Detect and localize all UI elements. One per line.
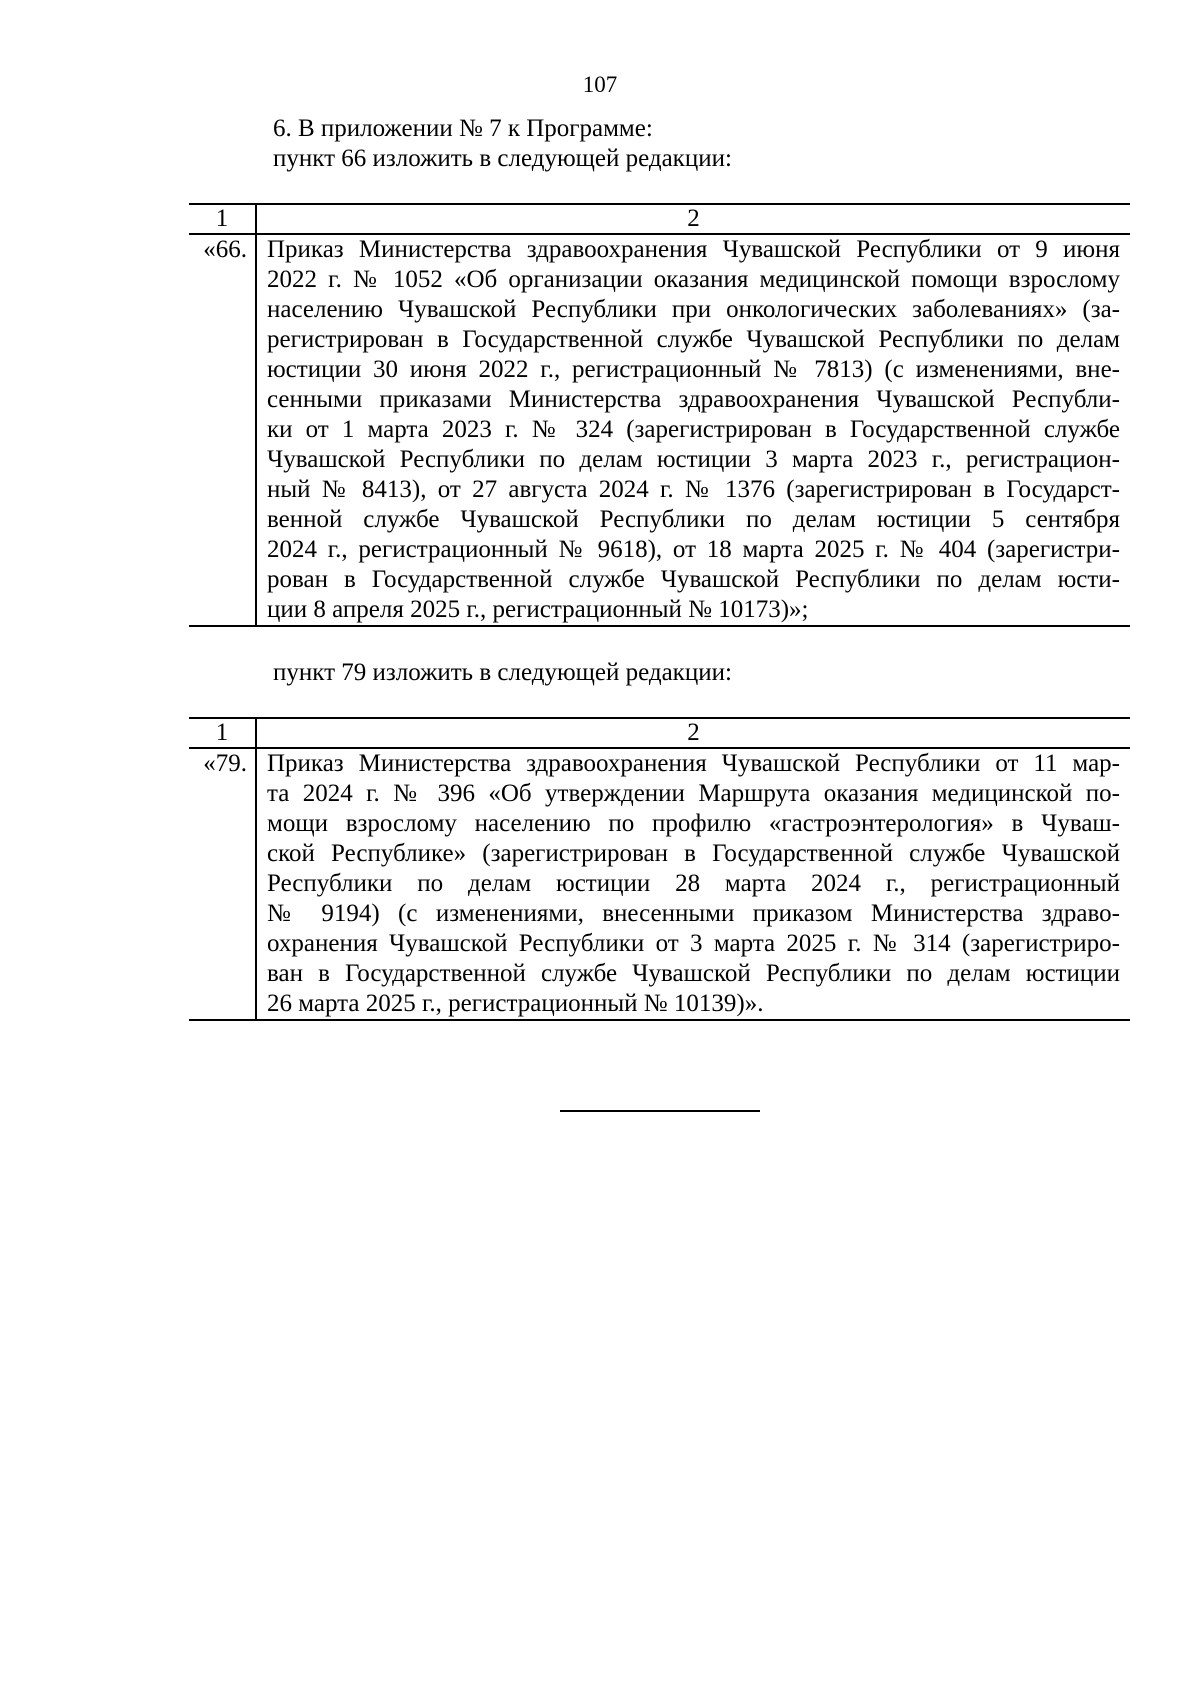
text-line: ции 8 апреля 2025 г., регистрационный № 10173)»; [267, 596, 809, 623]
text-line: мощи взрослому населению по профилю «гастроэнтерология» в Чуваш- [267, 810, 1120, 837]
text-line: венной службе Чувашской Республики по делам юстиции 5 сентября [267, 506, 1120, 533]
page-number: 107 [582, 72, 618, 97]
text-line: рован в Государственной службе Чувашской Республики по делам юсти- [267, 566, 1120, 593]
text-line: юстиции 30 июня 2022 г., регистрационный № 7813) (с изменениями, вне- [267, 356, 1120, 383]
text-line: населению Чувашской Республики при онкологических заболеваниях» (за- [267, 296, 1120, 323]
text-line: № 9194) (с изменениями, внесенными приказом Министерства здраво- [267, 900, 1120, 927]
text-line: ки от 1 марта 2023 г. № 324 (зарегистрирован в Государственной службе [267, 416, 1120, 443]
item-number: «79. [189, 748, 256, 1020]
text-line: Приказ Министерства здравоохранения Чувашской Республики от 9 июня [267, 236, 1120, 263]
text-line: 2022 г. № 1052 «Об организации оказания медицинской помощи взрослому [267, 266, 1120, 293]
middle-line: пункт 79 изложить в следующей редакции: [273, 659, 732, 686]
text-line: охранения Чувашской Республики от 3 марта 2025 г. № 314 (зарегистриро- [267, 930, 1120, 957]
table-row [189, 234, 1130, 626]
text-line: регистрирован в Государственной службе Чувашской Республики по делам [267, 326, 1120, 353]
text-line: сенными приказами Министерства здравоохранения Чувашской Республи- [267, 386, 1120, 413]
item-text [256, 748, 1130, 1020]
item-text [256, 234, 1130, 626]
end-divider [560, 1110, 760, 1112]
item-number: «66. [189, 234, 256, 626]
header-col-1: 1 [189, 204, 256, 234]
header-col-2: 2 [256, 204, 1130, 234]
header-col-2: 2 [256, 718, 1130, 748]
amendment-table-66 [189, 203, 1130, 627]
text-line: 2024 г., регистрационный № 9618), от 18 марта 2025 г. № 404 (зарегистри- [267, 536, 1120, 563]
table-row [189, 748, 1130, 1020]
header-col-1: 1 [189, 718, 256, 748]
intro-line-1: 6. В приложении № 7 к Программе: [273, 115, 653, 142]
intro-line-2: пункт 66 изложить в следующей редакции: [273, 145, 732, 172]
text-line: ван в Государственной службе Чувашской Республики по делам юстиции [267, 960, 1120, 987]
text-line: ный № 8413), от 27 августа 2024 г. № 1376 (зарегистрирован в Государст- [267, 476, 1120, 503]
text-line: ской Республике» (зарегистрирован в Государственной службе Чувашской [267, 840, 1120, 867]
text-line: Республики по делам юстиции 28 марта 2024 г., регистрационный [267, 870, 1120, 897]
text-line: 26 марта 2025 г., регистрационный № 10139)». [267, 990, 764, 1017]
table-header-row [189, 718, 1130, 748]
text-line: та 2024 г. № 396 «Об утверждении Маршрута оказания медицинской по- [267, 780, 1120, 807]
table-header-row [189, 204, 1130, 234]
text-line: Чувашской Республики по делам юстиции 3 марта 2023 г., регистрацион- [267, 446, 1120, 473]
text-line: Приказ Министерства здравоохранения Чувашской Республики от 11 мар- [267, 750, 1120, 777]
amendment-table-79 [189, 717, 1130, 1021]
